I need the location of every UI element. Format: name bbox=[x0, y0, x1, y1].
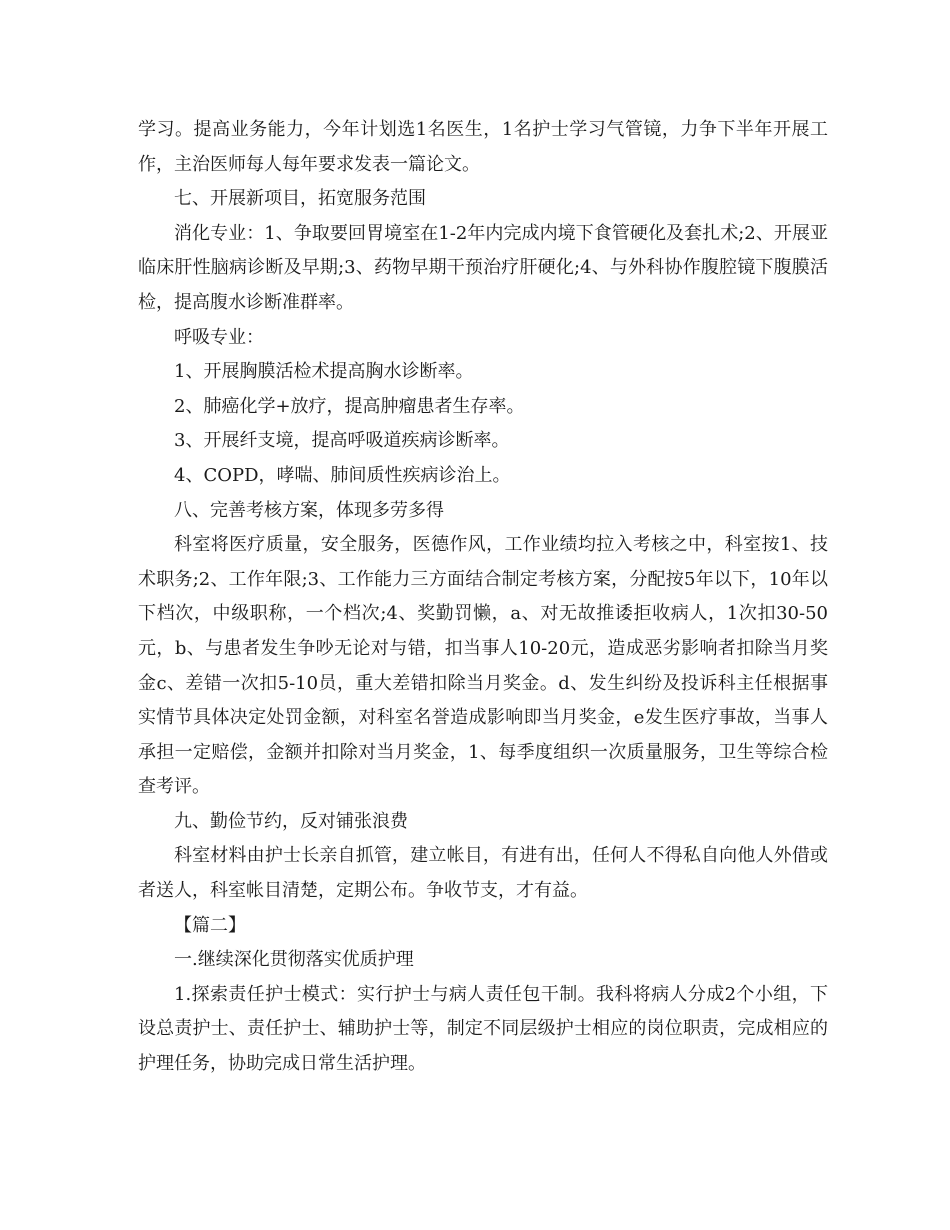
paragraph-continuation: 学习。提高业务能力，今年计划选1名医生，1名护士学习气管镜，力争下半年开展工作，主治医师每人每年要求发表一篇论文。 bbox=[138, 119, 828, 175]
part-heading-2: 【篇二】 bbox=[174, 914, 246, 936]
paragraph-materials: 科室材料由护士长亲自抓管，建立帐目，有进有出，任何人不得私自向他人外借或者送人，科室帐目清楚，定期公布。争收节支，才有益。 bbox=[138, 845, 828, 902]
paragraph-assessment: 科室将医疗质量，安全服务，医德作风，工作业绩均拉入考核之中，科室按1、技术职务;2、工作年限;3、工作能力三方面结合制定考核方案，分配按5年以下，10年以下档次，中级职称，一个档次;4、奖勤罚懒，a、对无故推诿拒收病人，1次扣30-50元，b、与患者发生争吵无论对与错，扣当事人10-20元，造成恶劣影响者扣除当月奖金c、差错一次扣5-10员，重大差错扣除当月奖金。d、发生纠纷及投诉科主任根据事实情节具体决定处罚金额，对科室名誉造成影响即当月奖金，e发生医疗事故，当事人承担一定赔偿，金额并扣除对当月奖金，1、每季度组织一次质量服务，卫生等综合检查考评。 bbox=[138, 534, 828, 798]
paragraph-digestive: 消化专业：1、争取要回胃境室在1-2年内完成内境下食管硬化及套扎术;2、开展亚临床肝性脑病诊断及早期;3、药物早期干预治疗肝硬化;4、与外科协作腹腔镜下腹膜活检，提高腹水诊断准群率。 bbox=[138, 222, 828, 313]
list-item-respiratory-4: 4、COPD，哮喘、肺间质性疾病诊治上。 bbox=[174, 464, 511, 486]
section-heading-9: 九、勤俭节约，反对铺张浪费 bbox=[174, 810, 408, 832]
section-heading-8: 八、完善考核方案，体现多劳多得 bbox=[174, 499, 444, 521]
list-item-respiratory-1: 1、开展胸膜活检术提高胸水诊断率。 bbox=[174, 361, 474, 383]
paragraph-nurse-model: 1.探索责任护士模式：实行护士与病人责任包干制。我科将病人分成2个小组，下设总责护士、责任护士、辅助护士等，制定不同层级护士相应的岗位职责，完成相应的护理任务，协助完成日常生活护理。 bbox=[138, 983, 828, 1075]
subheading-respiratory: 呼吸专业： bbox=[174, 326, 264, 348]
section-heading-7: 七、开展新项目，拓宽服务范围 bbox=[174, 188, 426, 210]
section-heading-1: 一.继续深化贯彻落实优质护理 bbox=[174, 949, 414, 971]
list-item-respiratory-3: 3、开展纤支境，提高呼吸道疾病诊断率。 bbox=[174, 430, 510, 452]
list-item-respiratory-2: 2、肺癌化学+放疗，提高肿瘤患者生存率。 bbox=[174, 395, 525, 417]
document-page bbox=[138, 113, 828, 1082]
